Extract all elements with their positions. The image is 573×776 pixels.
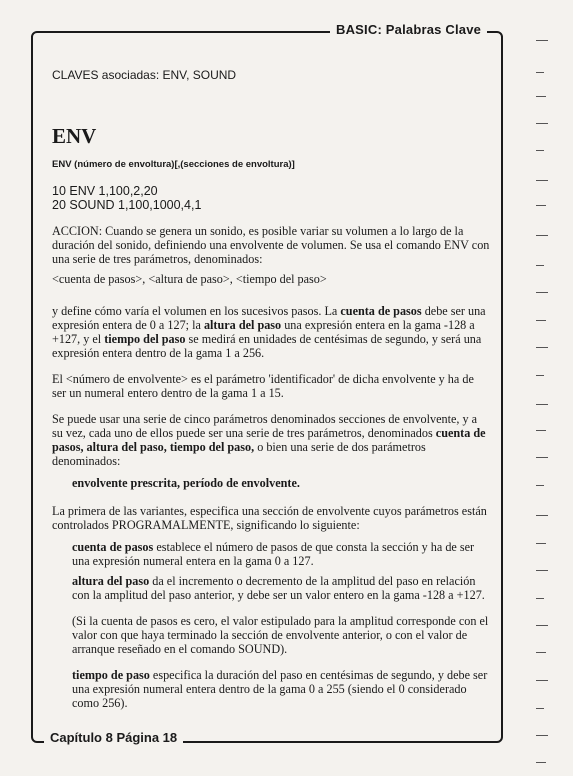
related-keywords: CLAVES asociadas: ENV, SOUND xyxy=(52,68,237,82)
page-footer-label: Capítulo 8 Página 18 xyxy=(44,730,183,745)
tick-mark xyxy=(536,235,548,236)
page-content xyxy=(52,60,490,710)
tick-mark xyxy=(536,570,548,571)
define-paragraph xyxy=(52,304,490,360)
text-run: y define cómo varía el volumen en los sucesivos pasos. La xyxy=(52,304,341,318)
tick-mark xyxy=(536,96,546,97)
item-altura xyxy=(52,574,490,602)
term-list: cuenta de pasos, altura del paso, tiempo del paso, xyxy=(52,426,486,454)
tick-mark xyxy=(536,598,544,599)
tick-mark xyxy=(536,375,544,376)
tick-mark xyxy=(536,457,548,458)
syntax-line: ENV (número de envoltura)[,(secciones de envoltura)] xyxy=(52,159,295,170)
tick-mark xyxy=(536,762,546,763)
tick-mark xyxy=(536,205,546,206)
text-run: o bien una serie de dos parámetros denominados: xyxy=(52,440,426,468)
tick-mark xyxy=(536,652,546,653)
text-run: Se puede usar una serie de cinco parámetros denominados secciones de envolvente, y a su vez, cada uno de ellos puede ser una serie de tres parámetros, denominados xyxy=(52,412,478,440)
tick-mark xyxy=(536,708,544,709)
accion-paragraph: ACCION: Cuando se genera un sonido, es posible variar su volumen a lo largo de la duración del sonido, definiendo una envolvente de volumen. Se usa el comando ENV con una serie de tres parámetros, denominados: xyxy=(52,224,490,266)
tick-mark xyxy=(536,625,548,626)
code-line: 20 SOUND 1,100,1000,4,1 xyxy=(52,198,202,212)
item-text: da el incremento o decremento de la amplitud del paso en relación con la amplitud del paso anterior, y debe ser un valor entero en la gama -128 a +127. xyxy=(72,574,485,602)
numero-paragraph: El <número de envolvente> es el parámetro 'identificador' de dicha envolvente y ha de ser un numeral entero dentro de la gama 1 a 15. xyxy=(52,372,474,400)
tick-mark xyxy=(536,347,548,348)
text-run: una expresión entera en la gama -128 a +127, y el xyxy=(52,318,475,346)
section-title: ENV xyxy=(52,124,97,148)
code-line: 10 ENV 1,100,2,20 xyxy=(52,184,158,198)
term-tiempo: tiempo del paso xyxy=(104,332,186,346)
tick-mark xyxy=(536,40,548,41)
item-cuenta xyxy=(52,540,490,568)
tick-mark xyxy=(536,265,544,266)
item-tiempo xyxy=(52,668,490,710)
tick-mark xyxy=(536,680,548,681)
page-header-title: BASIC: Palabras Clave xyxy=(330,22,487,37)
prescrita-line: envolvente prescrita, período de envolvente. xyxy=(72,476,300,490)
tick-mark xyxy=(536,320,546,321)
term-cuenta: cuenta de pasos xyxy=(340,304,422,318)
tick-mark xyxy=(536,430,546,431)
tick-mark xyxy=(536,123,548,124)
tick-mark xyxy=(536,735,548,736)
term-altura: altura del paso xyxy=(203,318,282,332)
tick-mark xyxy=(536,180,548,181)
text-run: debe ser una expresión entera de 0 a 127; la xyxy=(52,304,486,332)
tick-mark xyxy=(536,150,544,151)
item-text: establece el número de pasos de que consta la sección y ha de ser una expresión numeral entera en la gama 0 a 127. xyxy=(72,540,475,568)
text-run: se medirá en unidades de centésimas de segundo, y será una expresión entera dentro de la gama 1 a 256. xyxy=(52,332,482,360)
margin-tick-marks xyxy=(536,0,550,776)
item-nota: (Si la cuenta de pasos es cero, el valor estipulado para la amplitud corresponde con el valor con que haya terminado la sección de envolvente anterior, o con el valor de arranque reseñado en el comando SOUND). xyxy=(72,614,489,656)
item-term: cuenta de pasos xyxy=(72,540,154,554)
tick-mark xyxy=(536,543,546,544)
code-example xyxy=(52,184,490,212)
tick-mark xyxy=(536,72,544,73)
tick-mark xyxy=(536,485,544,486)
primera-paragraph: La primera de las variantes, especifica una sección de envolvente cuyos parámetros están controlados PROGRAMALMENTE, significando lo siguiente: xyxy=(52,504,487,532)
tick-mark xyxy=(536,292,548,293)
series-paragraph xyxy=(52,412,490,468)
tick-mark xyxy=(536,515,548,516)
item-term: tiempo de paso xyxy=(72,668,150,682)
tick-mark xyxy=(536,404,548,405)
item-text: especifica la duración del paso en centésimas de segundo, y debe ser una expresión numeral entera dentro de la gama 0 a 255 (siendo el 0 considerado como 256). xyxy=(72,668,488,710)
item-term: altura del paso xyxy=(72,574,150,588)
parameter-list: <cuenta de pasos>, <altura de paso>, <tiempo del paso> xyxy=(52,272,327,286)
